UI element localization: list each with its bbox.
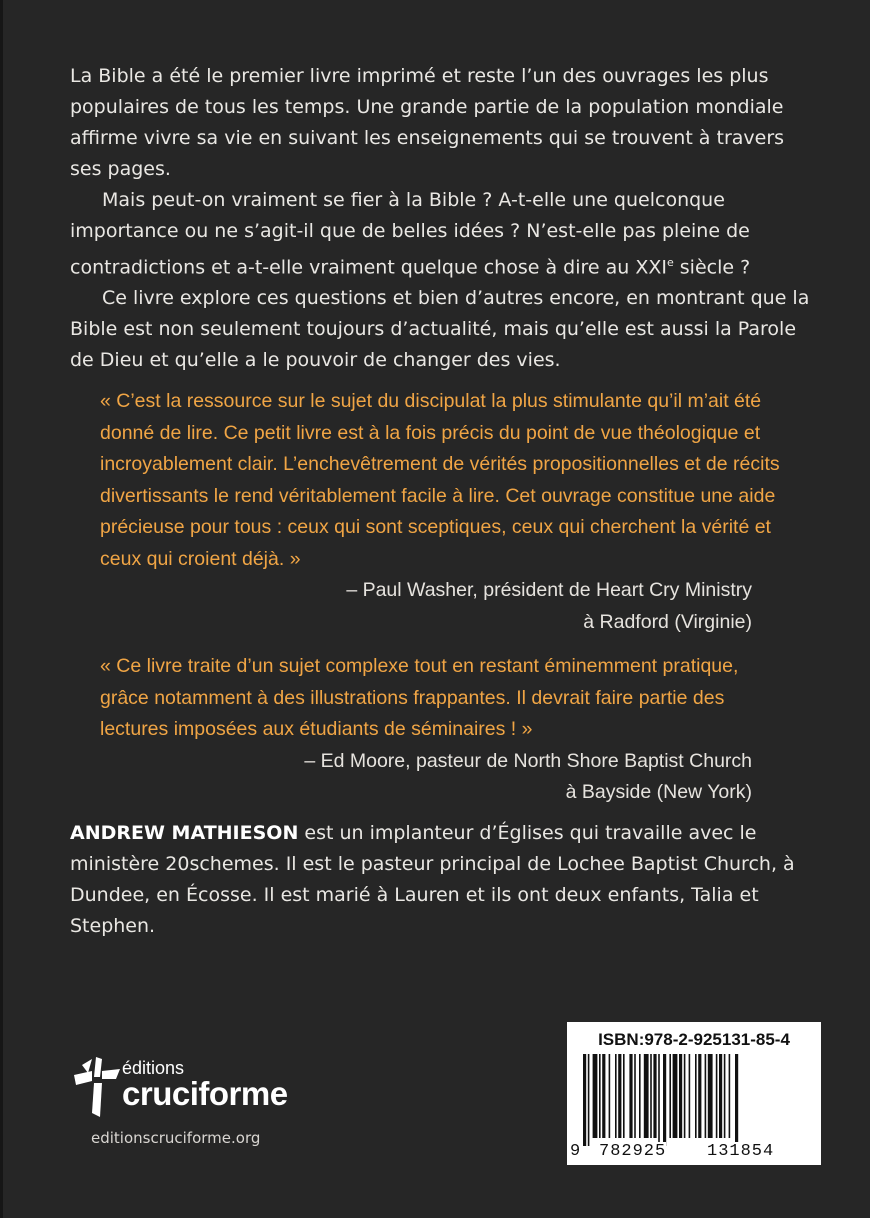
barcode-bar <box>593 1054 598 1138</box>
barcode-lead-digit: 9 <box>570 1142 581 1161</box>
barcode-image <box>579 1054 809 1146</box>
endorsement-text: « C’est la ressource sur le sujet du discipulat la plus stimulante qu’il m’ait été donné de lire. Ce petit livre est à la fois précis du point de vue théologique et incroyablement clair. L’enchevêtrement de vérités propositionnelles et de récits divertissants le rend véritablement facile à lire. Cet ouvrage constitue une aide précieuse pour tous : ceux qui sont sceptiques, ceux qui cherchent la vérité et ceux qui croient déjà. » <box>100 390 780 570</box>
barcode-bar <box>639 1054 641 1138</box>
publisher-logo-name: cruciforme <box>122 1075 288 1112</box>
barcode-bar <box>653 1054 656 1138</box>
publisher-logo <box>72 1055 302 1135</box>
endorsement-quote-2 <box>100 651 790 809</box>
barcode-bar <box>650 1054 652 1138</box>
barcode-digits <box>567 1142 821 1162</box>
intro-paragraph-3: Ce livre explore ces questions et bien d’autres encore, en montrant que la Bible est non seulement toujours d’actualité, mais qu’elle est aussi la Parole de Dieu et qu’elle a le pouvoir de changer des vies. <box>70 287 810 372</box>
attribution-line-1: – Paul Washer, président de Heart Cry Ministry <box>346 579 752 601</box>
barcode-bar <box>609 1054 611 1138</box>
intro-paragraph-2 <box>70 185 820 283</box>
endorsement-attribution <box>100 575 790 638</box>
barcode-bar <box>724 1054 726 1138</box>
attribution-line-2: à Radford (Virginie) <box>583 610 752 633</box>
barcode-bar <box>695 1054 697 1138</box>
isbn-number: ISBN:978-2-925131-85-4 <box>598 1030 790 1049</box>
barcode-bar <box>588 1054 590 1146</box>
author-bio <box>70 818 820 942</box>
barcode-bar <box>684 1054 686 1138</box>
endorsement-attribution <box>100 746 790 809</box>
barcode-bar <box>669 1054 671 1138</box>
barcode-bar <box>602 1054 605 1138</box>
barcode-right-digits: 131854 <box>707 1142 775 1161</box>
endorsement-text: « Ce livre traite d’un sujet complexe tout en restant éminemment pratique, grâce notamment à des illustrations frappantes. Il devrait faire partie des lectures imposées aux étudiants de séminaires ! » <box>100 655 739 740</box>
barcode-bar <box>599 1054 601 1138</box>
attribution-line-1: – Ed Moore, pasteur de North Shore Baptist Church <box>304 749 752 772</box>
barcode-panel <box>567 1022 821 1165</box>
attribution-line-2: à Bayside (New York) <box>565 781 752 803</box>
barcode-bar <box>615 1054 617 1138</box>
barcode-bar <box>729 1054 731 1138</box>
cross-logo-icon <box>72 1055 122 1119</box>
barcode-bar <box>689 1054 691 1138</box>
intro-paragraph-1: La Bible a été le premier livre imprimé et reste l’un des ouvrages les plus populaires de tous les temps. Une grande partie de la population mondiale affirme vivre sa vie en suivant les enseignements qui se trouvent à travers ses pages. <box>70 65 785 180</box>
author-name: ANDREW MATHIESON <box>70 822 299 844</box>
barcode-bar <box>708 1054 713 1138</box>
barcode-bar <box>629 1054 632 1138</box>
century-superscript: e <box>666 256 674 269</box>
intro-paragraph-2-end: siècle ? <box>673 256 751 279</box>
barcode-bar <box>698 1054 701 1138</box>
barcode-bar <box>719 1054 722 1138</box>
barcode-bar <box>673 1054 678 1138</box>
barcode-left-digits: 782925 <box>599 1142 667 1161</box>
barcode-bar <box>583 1054 586 1146</box>
publisher-website: editionscruciforme.org <box>91 1129 261 1147</box>
barcode-bar <box>644 1054 649 1138</box>
endorsement-quote-1 <box>100 386 790 638</box>
barcode-bar <box>705 1054 707 1138</box>
back-cover-description <box>70 61 820 376</box>
barcode-bar <box>623 1054 625 1138</box>
barcode-bar <box>735 1054 738 1146</box>
intro-paragraph-2-text: Mais peut-on vraiment se fier à la Bible ? A-t-elle une quelconque importance ou ne s’agit-il que de belles idées ? N’est-elle pas pleine de contradictions et a-t-elle vraiment quelque chose à dire au XXI <box>70 189 750 279</box>
cover-spine-edge <box>0 0 3 1218</box>
barcode-bar <box>679 1054 682 1138</box>
barcode-bar <box>618 1054 621 1138</box>
barcode-bar <box>663 1054 666 1146</box>
author-bio-text: est un implanteur d’Églises qui travaille avec le ministère 20schemes. Il est le pasteur principal de Lochee Baptist Church, à Dundee, en Écosse. Il est marié à Lauren et ils ont deux enfants, Talia et Stephen. <box>70 822 795 937</box>
barcode-bar <box>658 1054 660 1146</box>
barcode-bar <box>634 1054 636 1138</box>
barcode-bar <box>716 1054 718 1138</box>
publisher-logo-small-text: éditions <box>122 1058 185 1078</box>
